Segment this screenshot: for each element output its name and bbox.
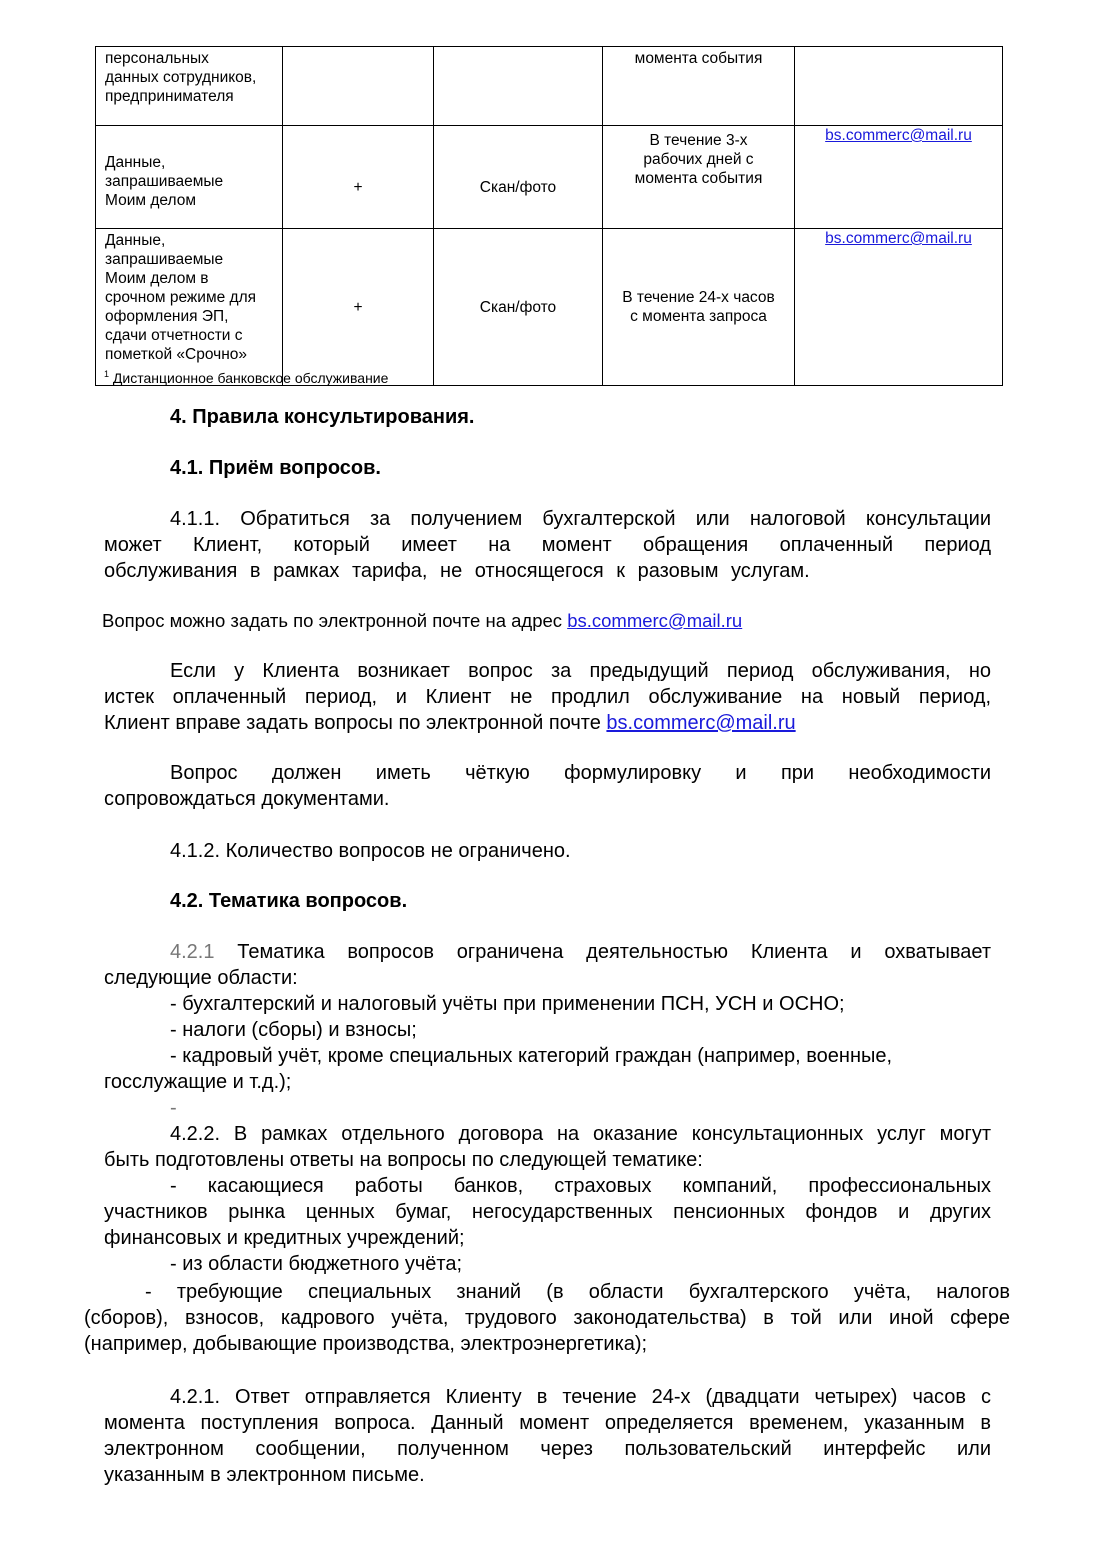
table-cell-ddo: + xyxy=(283,229,434,386)
heading-4-2: 4.2. Тематика вопросов. xyxy=(170,890,408,912)
para-4-2-2-line: быть подготовлены ответы на вопросы по следующей тематике: xyxy=(104,1149,703,1171)
table-cell-ddo xyxy=(283,47,434,126)
para-4-2-1-line: 4.2.1 Тематика вопросов ограничена деятельностью Клиента и охватывает xyxy=(170,941,991,963)
list-item: - xyxy=(170,1097,177,1119)
table-cell-format xyxy=(434,47,603,126)
para-4-1-2: 4.1.2. Количество вопросов не ограничено. xyxy=(170,840,571,862)
table-cell-deadline: В течение 24-х часов с момента запроса xyxy=(603,229,795,386)
email-link[interactable]: bs.commerc@mail.ru xyxy=(567,610,743,631)
para-4-2-2-line: 4.2.2. В рамках отдельного договора на оказание консультационных услуг могут xyxy=(170,1123,991,1145)
list-item: участников рынка ценных бумаг, негосударственных пенсионных фондов и других xyxy=(104,1201,991,1223)
table-row xyxy=(96,126,1003,229)
email-question-line: Вопрос можно задать по электронной почте на адрес bs.commerc@mail.ru xyxy=(102,610,743,631)
table-row xyxy=(96,47,1003,126)
para-4-1-1-line: 4.1.1. Обратиться за получением бухгалтерской или налоговой консультации xyxy=(170,508,991,530)
para-prev-line: истек оплаченный период, и Клиент не продлил обслуживание на новый период, xyxy=(104,686,991,708)
heading-4: 4. Правила консультирования. xyxy=(170,406,475,428)
table-cell-email xyxy=(795,126,1003,229)
para-4-1-1-line: обслуживания в рамках тарифа, не относящегося к разовым услугам. xyxy=(104,560,810,582)
footnote xyxy=(104,365,388,387)
para-answer-line: момента поступления вопроса. Данный момент определяется временем, указанным в xyxy=(104,1412,991,1434)
table-row xyxy=(96,229,1003,386)
para-4-1-1-line: может Клиент, который имеет на момент обращения оплаченный период xyxy=(104,534,991,556)
para-prev-line: Если у Клиента возникает вопрос за предыдущий период обслуживания, но xyxy=(170,660,991,682)
list-item: - бухгалтерский и налоговый учёты при применении ПСН, УСН и ОСНО; xyxy=(170,993,845,1015)
table-cell-data-type: персональных данных сотрудников, предпринимателя xyxy=(96,47,283,126)
list-item: - кадровый учёт, кроме специальных категорий граждан (например, военные, xyxy=(170,1045,893,1067)
para-prev-line: Клиент вправе задать вопросы по электронной почте bs.commerc@mail.ru xyxy=(104,712,796,734)
footnote-text: Дистанционное банковское обслуживание xyxy=(109,370,389,386)
table-cell-ddo: + xyxy=(283,126,434,229)
services-table xyxy=(95,46,1003,386)
email-link[interactable]: bs.commerc@mail.ru xyxy=(606,712,796,734)
para-answer-line: указанным в электронном письме. xyxy=(104,1464,425,1486)
email-link[interactable]: bs.commerc@mail.ru xyxy=(825,127,972,144)
list-item: - касающиеся работы банков, страховых компаний, профессиональных xyxy=(170,1175,991,1197)
list-item: - из области бюджетного учёта; xyxy=(170,1253,463,1275)
list-item: финансовых и кредитных учреждений; xyxy=(104,1227,465,1249)
footnote-mark: 1 xyxy=(104,369,110,379)
para-4-2-1-line: следующие области: xyxy=(104,967,298,989)
list-item: (сборов), взносов, кадрового учёта, трудового законодательства) в той или иной сфере xyxy=(84,1307,1010,1329)
para-formulation-line: Вопрос должен иметь чёткую формулировку и при необходимости xyxy=(170,762,991,784)
table-cell-email xyxy=(795,47,1003,126)
heading-4-1: 4.1. Приём вопросов. xyxy=(170,457,381,479)
email-link[interactable]: bs.commerc@mail.ru xyxy=(825,230,972,247)
table-cell-deadline: момента события xyxy=(603,47,795,126)
table-cell-format: Скан/фото xyxy=(434,126,603,229)
table-cell-email xyxy=(795,229,1003,386)
table-cell-data-type: Данные, запрашиваемые Моим делом в срочном режиме для оформления ЭП, сдачи отчетности с пометкой «Срочно» xyxy=(96,229,283,386)
list-item: (например, добывающие производства, электроэнергетика); xyxy=(84,1333,648,1355)
list-item: госслужащие и т.д.); xyxy=(104,1071,292,1093)
list-item: - налоги (сборы) и взносы; xyxy=(170,1019,417,1041)
para-formulation-line: сопровождаться документами. xyxy=(104,788,390,810)
table-cell-format: Скан/фото xyxy=(434,229,603,386)
list-item: - требующие специальных знаний (в области бухгалтерского учёта, налогов xyxy=(145,1281,1010,1303)
table-cell-data-type: Данные, запрашиваемые Моим делом xyxy=(96,126,283,229)
para-answer-line: электронном сообщении, полученном через пользовательский интерфейс или xyxy=(104,1438,991,1460)
table-cell-deadline: В течение 3-х рабочих дней с момента события xyxy=(603,126,795,229)
para-answer-line: 4.2.1. Ответ отправляется Клиенту в течение 24-х (двадцати четырех) часов с xyxy=(170,1386,991,1408)
